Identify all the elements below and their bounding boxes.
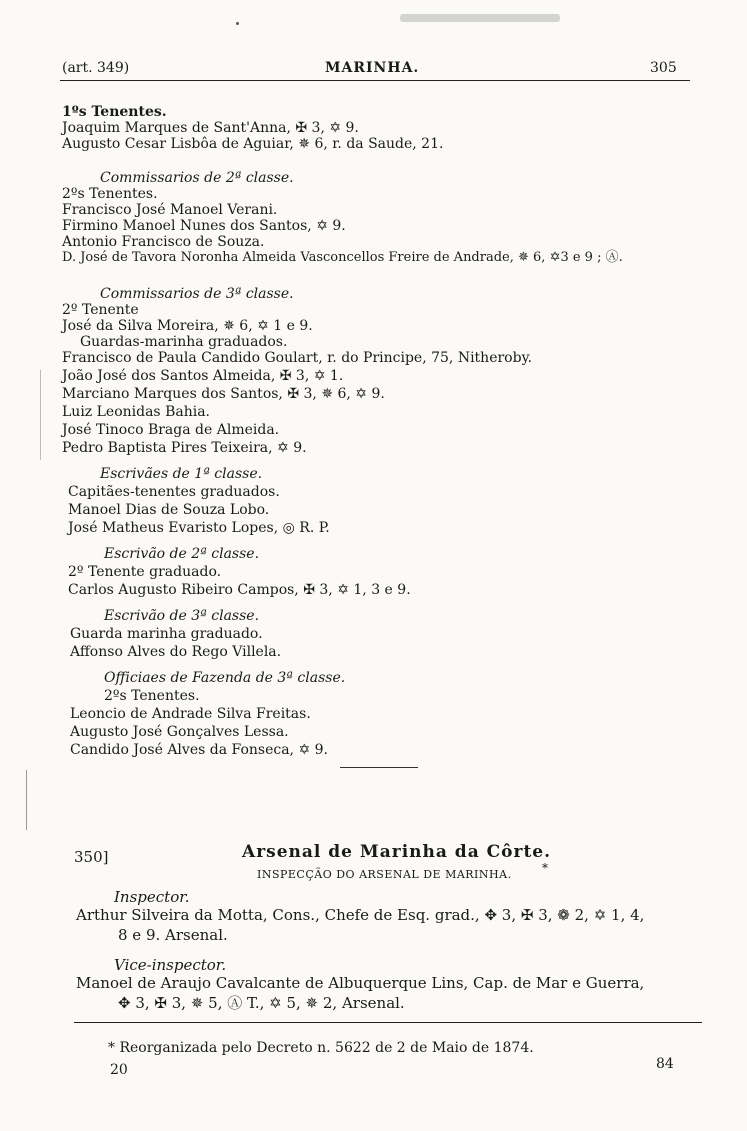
list-item: Francisco de Paula Candido Goulart, r. do Principe, 75, Nitheroby.	[62, 350, 533, 366]
list-item: Pedro Baptista Pires Teixeira, ✡ 9.	[62, 440, 307, 456]
list-item: Marciano Marques dos Santos, ✠ 3, ✵ 6, ✡ 9.	[62, 386, 385, 402]
list-item: Leoncio de Andrade Silva Freitas.	[70, 706, 311, 722]
role-heading: Vice-inspector.	[114, 956, 227, 974]
header-rule	[60, 80, 690, 81]
sheet-number: 84	[656, 1056, 674, 1072]
footnote-marker: *	[542, 861, 548, 875]
article-reference: (art. 349)	[62, 60, 130, 76]
list-item: Augusto José Gonçalves Lessa.	[70, 724, 289, 740]
section-heading: Officiaes de Fazenda de 3ª classe.	[104, 670, 346, 686]
margin-mark	[40, 370, 41, 460]
list-item: Carlos Augusto Ribeiro Campos, ✠ 3, ✡ 1, 3 e 9.	[68, 582, 411, 598]
list-heading: 2ºs Tenentes.	[62, 186, 158, 202]
section-heading: Commissarios de 3ª classe.	[100, 286, 294, 302]
signature-mark: 20	[110, 1062, 128, 1078]
list-item: Luiz Leonidas Bahia.	[62, 404, 210, 420]
ink-speck	[236, 22, 239, 25]
list-heading: 2º Tenente graduado.	[68, 564, 222, 580]
role-heading: Inspector.	[114, 888, 190, 906]
list-item: D. José de Tavora Noronha Almeida Vasconcellos Freire de Andrade, ✵ 6, ✡3 e 9 ; Ⓐ.	[62, 250, 623, 265]
margin-mark	[26, 770, 27, 830]
scan-smudge	[400, 14, 560, 22]
section-title: Arsenal de Marinha da Côrte.	[242, 842, 552, 862]
article-number: 350]	[74, 848, 109, 866]
list-item: José Matheus Evaristo Lopes, ◎ R. P.	[68, 520, 330, 536]
officer-entry-continued: 8 e 9. Arsenal.	[118, 926, 228, 944]
list-item: Firmino Manoel Nunes dos Santos, ✡ 9.	[62, 218, 346, 234]
list-item: Antonio Francisco de Souza.	[62, 234, 265, 250]
section-subtitle: INSPECÇÃO DO ARSENAL DE MARINHA.	[257, 868, 512, 881]
list-heading: 1ºs Tenentes.	[62, 104, 167, 120]
officer-entry: Manoel de Araujo Cavalcante de Albuquerque Lins, Cap. de Mar e Guerra,	[76, 974, 645, 992]
list-item: João José dos Santos Almeida, ✠ 3, ✡ 1.	[62, 368, 344, 384]
list-item: Joaquim Marques de Sant'Anna, ✠ 3, ✡ 9.	[62, 120, 359, 136]
list-item: Candido José Alves da Fonseca, ✡ 9.	[70, 742, 328, 758]
section-heading: Escrivães de 1ª classe.	[100, 466, 263, 482]
footnote-text: * Reorganizada pelo Decreto n. 5622 de 2 de Maio de 1874.	[108, 1040, 534, 1056]
section-heading: Commissarios de 2ª classe.	[100, 170, 294, 186]
section-heading: Escrivão de 3ª classe.	[104, 608, 260, 624]
list-item: José da Silva Moreira, ✵ 6, ✡ 1 e 9.	[62, 318, 313, 334]
list-heading: 2ºs Tenentes.	[104, 688, 200, 704]
section-divider	[340, 767, 418, 768]
list-item: José Tinoco Braga de Almeida.	[62, 422, 280, 438]
list-heading: 2º Tenente	[62, 302, 139, 318]
list-item: Francisco José Manoel Verani.	[62, 202, 278, 218]
page-number: 305	[650, 60, 677, 76]
running-title: MARINHA.	[325, 60, 420, 76]
list-heading: Guardas-marinha graduados.	[80, 334, 288, 350]
footnote-rule	[74, 1022, 702, 1023]
section-heading: Escrivão de 2ª classe.	[104, 546, 260, 562]
officer-entry: Arthur Silveira da Motta, Cons., Chefe de Esq. grad., ✥ 3, ✠ 3, ❁ 2, ✡ 1, 4,	[76, 906, 645, 924]
list-item: Augusto Cesar Lisbôa de Aguiar, ✵ 6, r. da Saude, 21.	[62, 136, 444, 152]
officer-entry-continued: ✥ 3, ✠ 3, ✵ 5, Ⓐ T., ✡ 5, ✵ 2, Arsenal.	[118, 994, 405, 1012]
list-heading: Capitães-tenentes graduados.	[68, 484, 280, 500]
list-heading: Guarda marinha graduado.	[70, 626, 263, 642]
list-item: Affonso Alves do Rego Villela.	[70, 644, 282, 660]
list-item: Manoel Dias de Souza Lobo.	[68, 502, 270, 518]
